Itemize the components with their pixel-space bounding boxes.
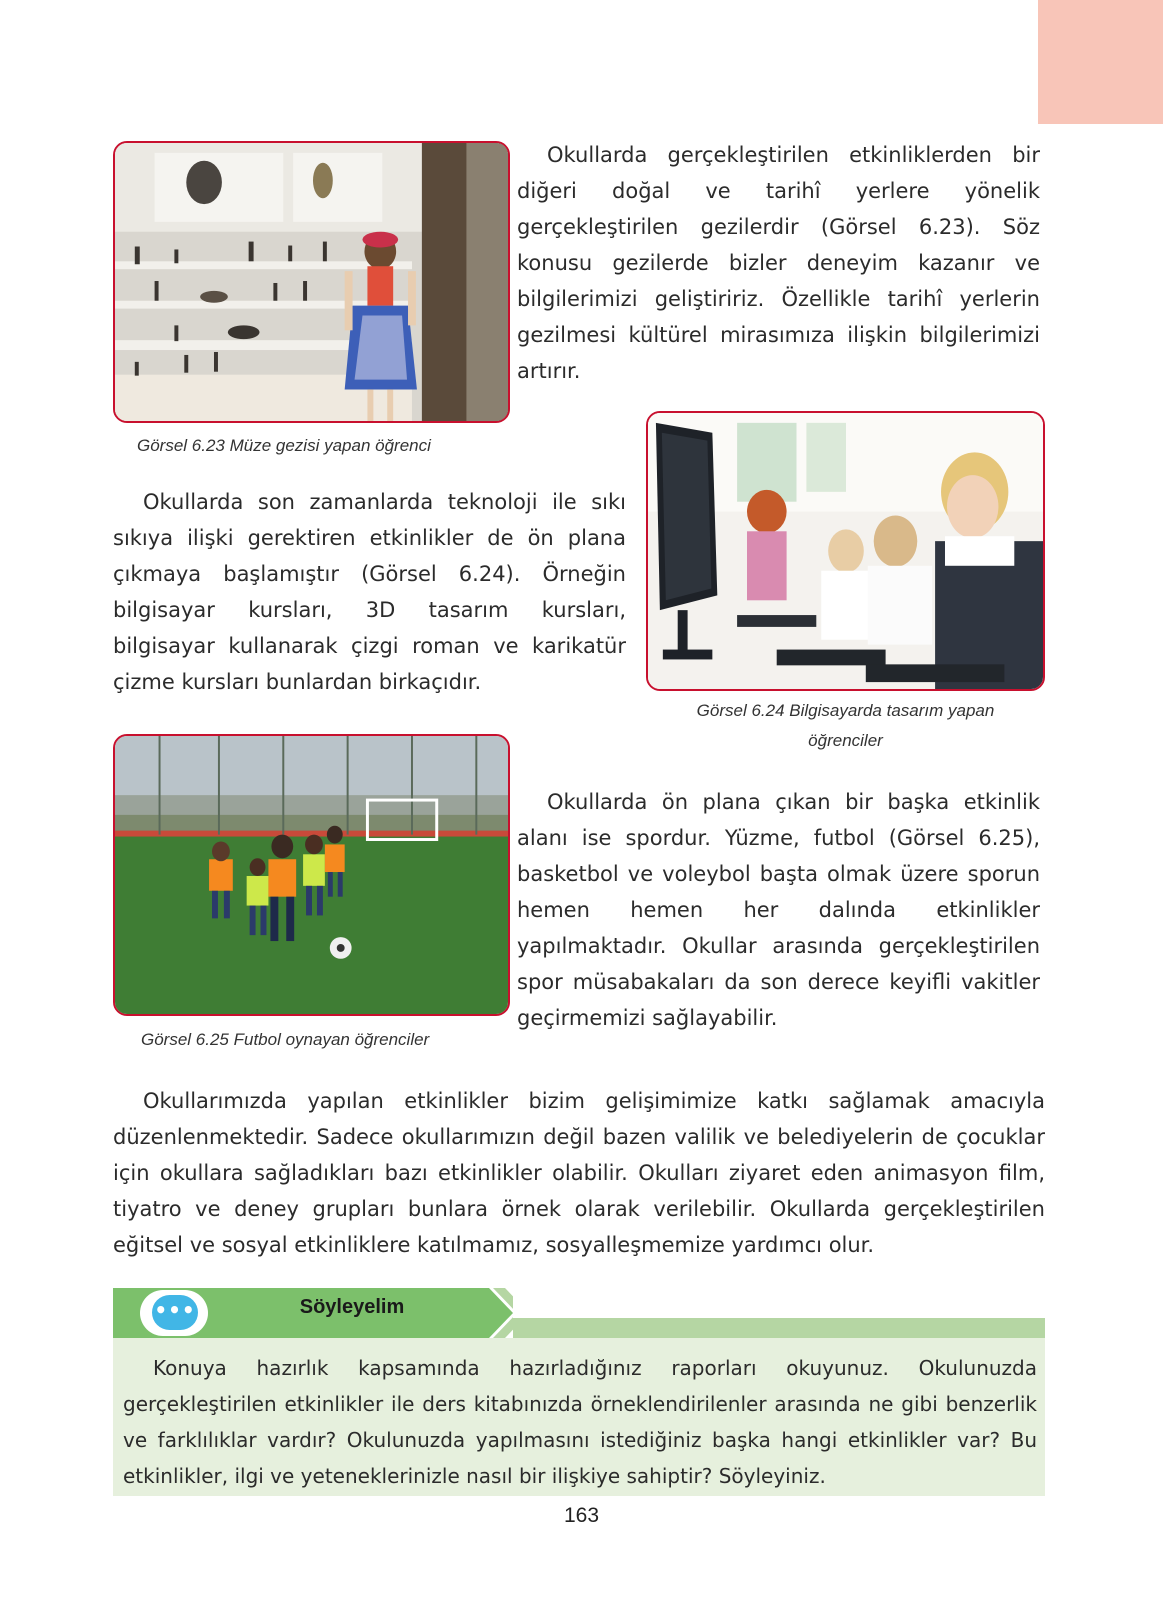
museum-photo [113, 141, 510, 423]
caption-fig-6-25: Görsel 6.25 Futbol oynayan öğrenciler [141, 1030, 430, 1049]
caption-fig-6-24-line1: Görsel 6.24 Bilgisayarda tasarım yapan [696, 701, 995, 720]
paragraph-museum-trip: Okullarda gerçekleştirilen etkinliklerden bir diğeri doğal ve tarihî yerlere yönelik gerçekleştirilen gezilerdir (Görsel 6.23). Söz konusu gezilerde bizler deneyim kazanır ve bilgilerimizi geliştiririz. Özellikle tarihî yerlerin gezilmesi kültürel mirasımıza ilişkin bilgilerimizi artırır. [517, 143, 1040, 383]
say-section-bar [513, 1318, 1045, 1338]
caption-fig-6-24-line2: öğrenciler [808, 731, 883, 750]
speech-bubble-dots: ••• [154, 1298, 196, 1322]
say-section-text: Konuya hazırlık kapsamında hazırladığınız raporları okuyunuz. Okulunuzda gerçekleştirilen etkinlikler ile ders kitabınızda örneklendirilenler arasında ne gibi benzerlik ve farklılıklar vardır? Okulunuzda yapılmasını istediğiniz başka hangi etkinlikler var? Bu etkinlikler, ilgi ve yeteneklerinizle nasıl bir ilişkiye sahiptir? Söyleyiniz. [123, 1356, 1037, 1488]
say-section-title: Söyleyelim [299, 1296, 405, 1318]
computer-class-photo [646, 411, 1045, 691]
football-photo [113, 734, 510, 1016]
caption-fig-6-23: Görsel 6.23 Müze gezisi yapan öğrenci [137, 436, 431, 455]
page-number: 163 [563, 1504, 600, 1527]
corner-tab [1038, 0, 1163, 124]
paragraph-sports: Okullarda ön plana çıkan bir başka etkinlik alanı ise spordur. Yüzme, futbol (Görsel 6.25), basketbol ve voleybol başta olmak üzere sporun hemen hemen her dalında etkinlikler yapılmaktadır. Okullar arasında gerçekleştirilen spor müsabakaları da son derece keyifli vakitler geçirmemizi sağlayabilir. [517, 790, 1040, 1030]
paragraph-development: Okullarımızda yapılan etkinlikler bizim gelişimimize katkı sağlamak amacıyla düzenlenmektedir. Sadece okullarımızın değil bazen valilik ve belediyelerin de çocuklar için okullara sağladıkları bazı etkinlikler olabilir. Okulları ziyaret eden animasyon film, tiyatro ve deney grupları bunlara örnek olarak verilebilir. Okullarda gerçekleştirilen eğitsel ve sosyal etkinliklere katılmamız, sosyalleşmemize yardımcı olur. [113, 1089, 1045, 1257]
paragraph-technology: Okullarda son zamanlarda teknoloji ile sıkı sıkıya ilişki gerektiren etkinlikler de ön plana çıkmaya başlamıştır (Görsel 6.24). Örneğin bilgisayar kursları, 3D tasarım kursları, bilgisayar kullanarak çizgi roman ve karikatür çizme kursları bunlardan birkaçıdır. [113, 490, 626, 694]
